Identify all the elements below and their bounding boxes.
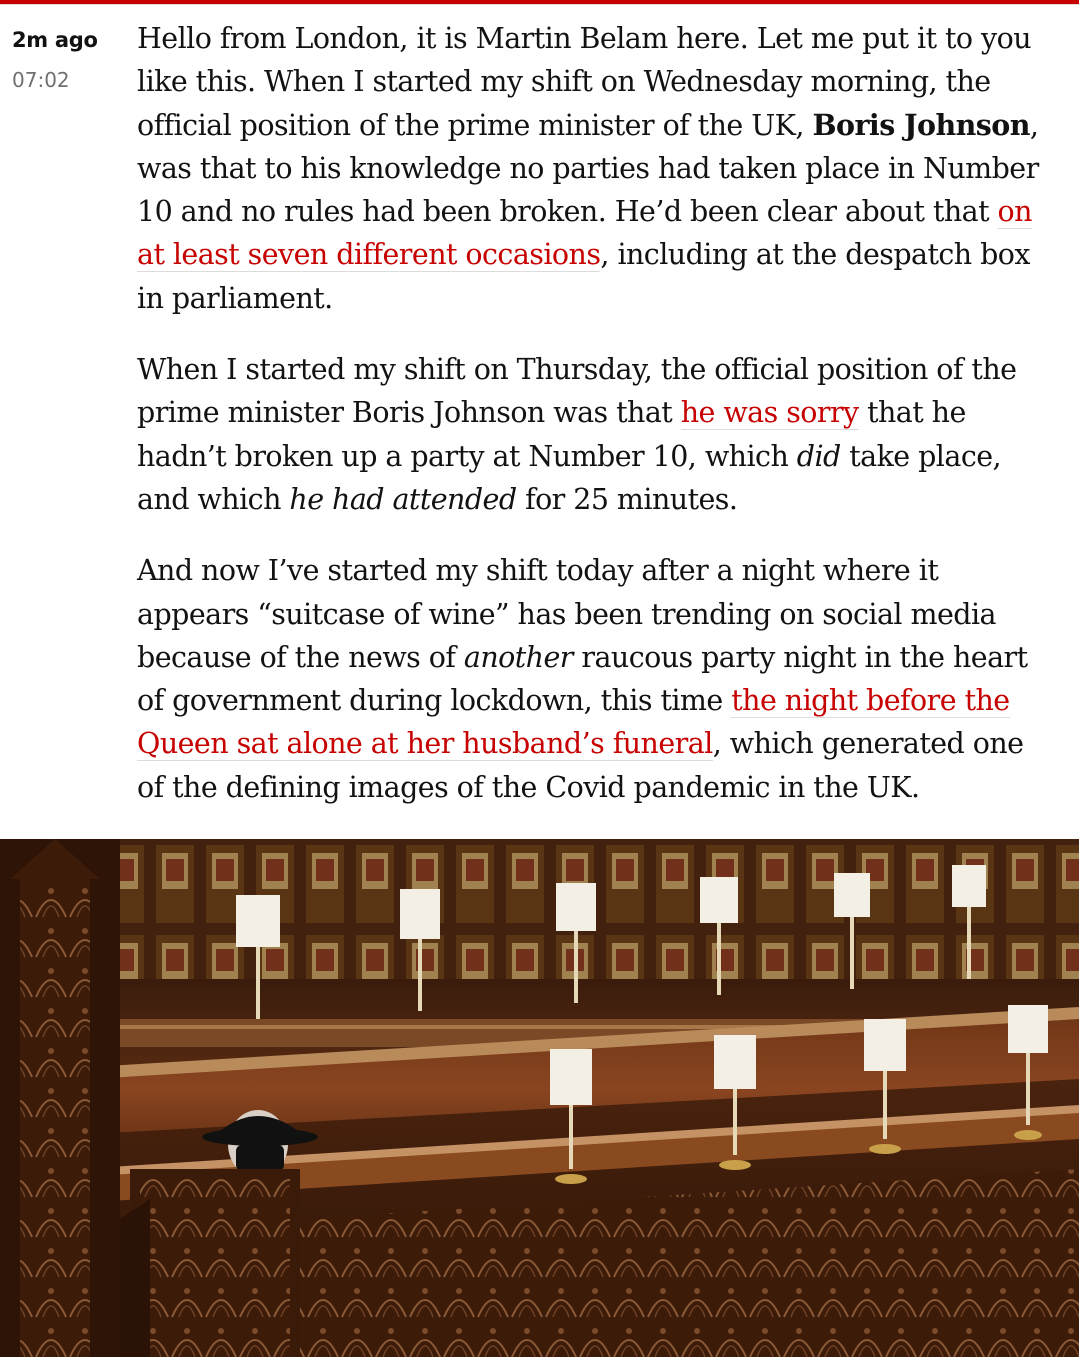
did-emphasis: did [796, 439, 841, 473]
paragraph-3-text-b: raucous party night in the heart of government during lockdown, this time [137, 640, 1028, 718]
paragraph-3-text-c: , which generated one of the defining images of the Covid pandemic in the UK. [137, 727, 1024, 804]
clock-time[interactable]: 07:02 [12, 68, 70, 92]
paragraph-3-text-a: And now I’ve started my shift today after a night where it appears “suitcase of wine” has been trending on social media because of the news of [137, 554, 996, 674]
boris-johnson-bold: Boris Johnson [812, 107, 1030, 142]
paragraph-2-text-a: When I started my shift on Thursday, the official position of the prime minister Boris Johnson was that [137, 353, 1017, 430]
queen-funeral-link[interactable]: the night before the Queen sat alone at her husband’s funeral [137, 684, 1010, 761]
seven-occasions-link[interactable]: on at least seven different occasions [137, 195, 1032, 272]
funeral-photo[interactable] [0, 839, 1079, 1357]
entry-body [137, 17, 1055, 837]
paragraph-3 [137, 549, 1055, 809]
paragraph-1-text-a: Hello from London, it is Martin Belam here. Let me put it to you like this. When I started my shift on Wednesday morning, the official position of the prime minister of the UK, [137, 22, 1032, 142]
top-divider [0, 4, 1079, 5]
paragraph-1 [137, 17, 1055, 320]
relative-time: 2m ago [12, 28, 98, 52]
entry-timestamp [12, 26, 122, 94]
paragraph-2-text-c: take place, and which [137, 439, 1002, 516]
another-emphasis: another [463, 640, 573, 674]
paragraph-1-text-b: , was that to his knowledge no parties had taken place in Number 10 and no rules had been broken. He’d been clear about that [137, 108, 1039, 229]
attended-emphasis: he had attended [289, 482, 517, 516]
paragraph-1-text-c: , including at the despatch box in parliament. [137, 238, 1030, 315]
he-was-sorry-link[interactable]: he was sorry [680, 396, 859, 430]
paragraph-2 [137, 348, 1055, 521]
paragraph-2-text-b: that he hadn’t broken up a party at Number 10, which [137, 396, 966, 473]
paragraph-2-text-d: for 25 minutes. [516, 482, 738, 516]
